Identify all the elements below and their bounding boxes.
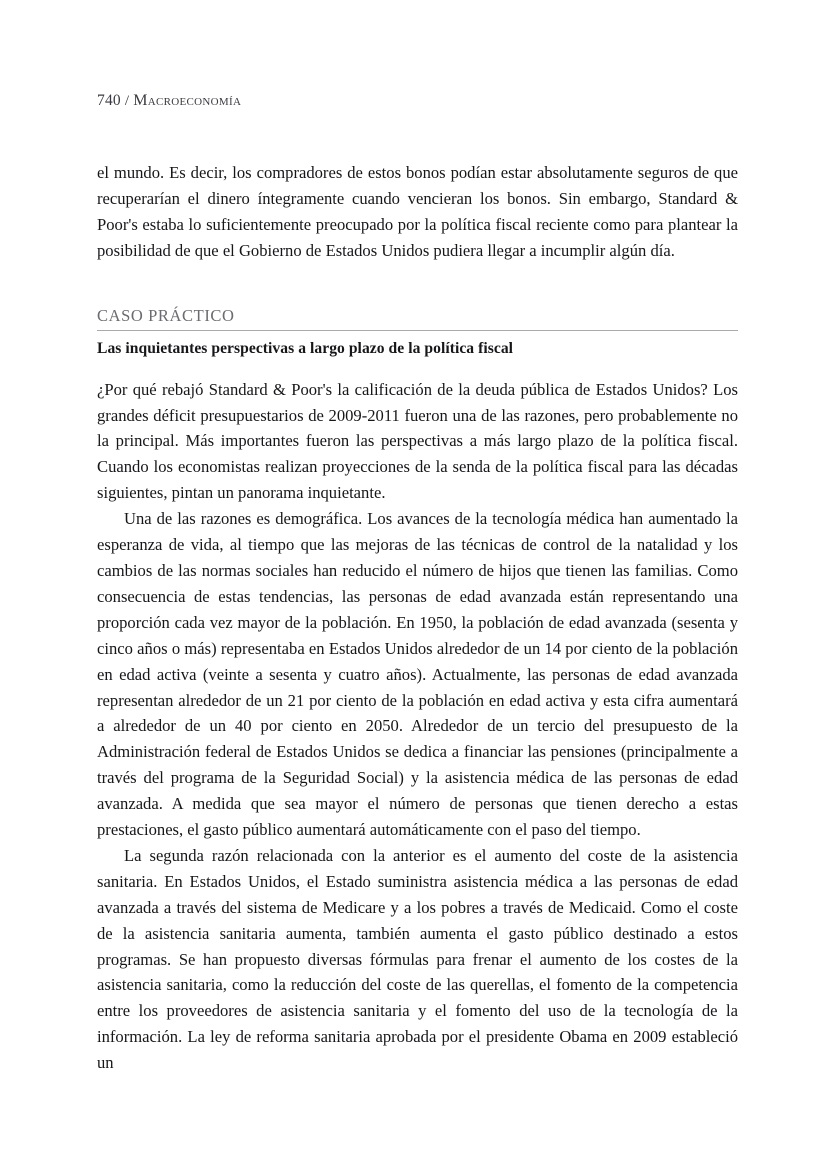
page-number: 740 <box>97 92 121 109</box>
case-study-body <box>97 377 738 1076</box>
intro-paragraph: el mundo. Es decir, los compradores de estos bonos podían estar absolutamente seguros de que recuperarían el dinero íntegramente cuando vencieran los bonos. Sin embargo, Standard & Poor's estaba lo suficientemente preocupado por la política fiscal reciente como para plantear la posibilidad de que el Gobierno de Estados Unidos pudiera llegar a incumplir algún día. <box>97 163 738 260</box>
case-study-title: Las inquietantes perspectivas a largo plazo de la política fiscal <box>97 339 514 357</box>
case-study-label: CASO PRÁCTICO <box>97 305 235 325</box>
case-study-section <box>97 306 738 1076</box>
case-paragraph-1: ¿Por qué rebajó Standard & Poor's la calificación de la deuda pública de Estados Unidos? Los grandes déficit presupuestarios de 2009-2011 fueron una de las razones, pero probablemente no la principal. Más importantes fueron las perspectivas a más largo plazo de la política fiscal. Cuando los economistas realizan proyecciones de la senda de la política fiscal para las décadas siguientes, pintan un panorama inquietante. <box>97 379 738 503</box>
book-title: Macroeconomía <box>133 92 242 109</box>
running-head <box>97 92 738 110</box>
page-content <box>97 92 738 1076</box>
case-study-divider <box>97 330 738 331</box>
running-head-separator: / <box>124 93 130 109</box>
case-paragraph-2: Una de las razones es demográfica. Los avances de la tecnología médica han aumentado la esperanza de vida, al tiempo que las mejoras de las técnicas de control de la natalidad y los cambios de las normas sociales han reducido el número de hijos que tienen las familias. Como consecuencia de estas tendencias, las personas de edad avanzada están representando una proporción cada vez mayor de la población. En 1950, la población de edad avanzada (sesenta y cinco años o más) representaba en Estados Unidos alrededor de un 14 por ciento de la población en edad activa (veinte a sesenta y cuatro años). Actualmente, las personas de edad avanzada representan alrededor de un 21 por ciento de la población en edad activa y esta cifra aumentará a alrededor de un 40 por ciento en 2050. Alrededor de un tercio del presupuesto de la Administración federal de Estados Unidos se dedica a financiar las pensiones (principalmente a través del programa de la Seguridad Social) y la asistencia médica de las personas de edad avanzada. A medida que sea mayor el número de personas que tienen derecho a estas prestaciones, el gasto público aumentará automáticamente con el paso del tiempo. <box>97 509 738 840</box>
case-paragraph-3: La segunda razón relacionada con la anterior es el aumento del coste de la asistencia sanitaria. En Estados Unidos, el Estado suministra asistencia médica a las personas de edad avanzada a través del sistema de Medicare y a los pobres a través de Medicaid. Como el coste de la asistencia sanitaria aumenta, también aumenta el gasto público destinado a estos programas. Se han propuesto diversas fórmulas para frenar el aumento de los costes de la asistencia sanitaria, como la reducción del coste de las querellas, el fomento de la competencia entre los proveedores de asistencia sanitaria y el fomento del uso de la tecnología de la información. La ley de reforma sanitaria aprobada por el presidente Obama en 2009 estableció un <box>97 845 738 1073</box>
